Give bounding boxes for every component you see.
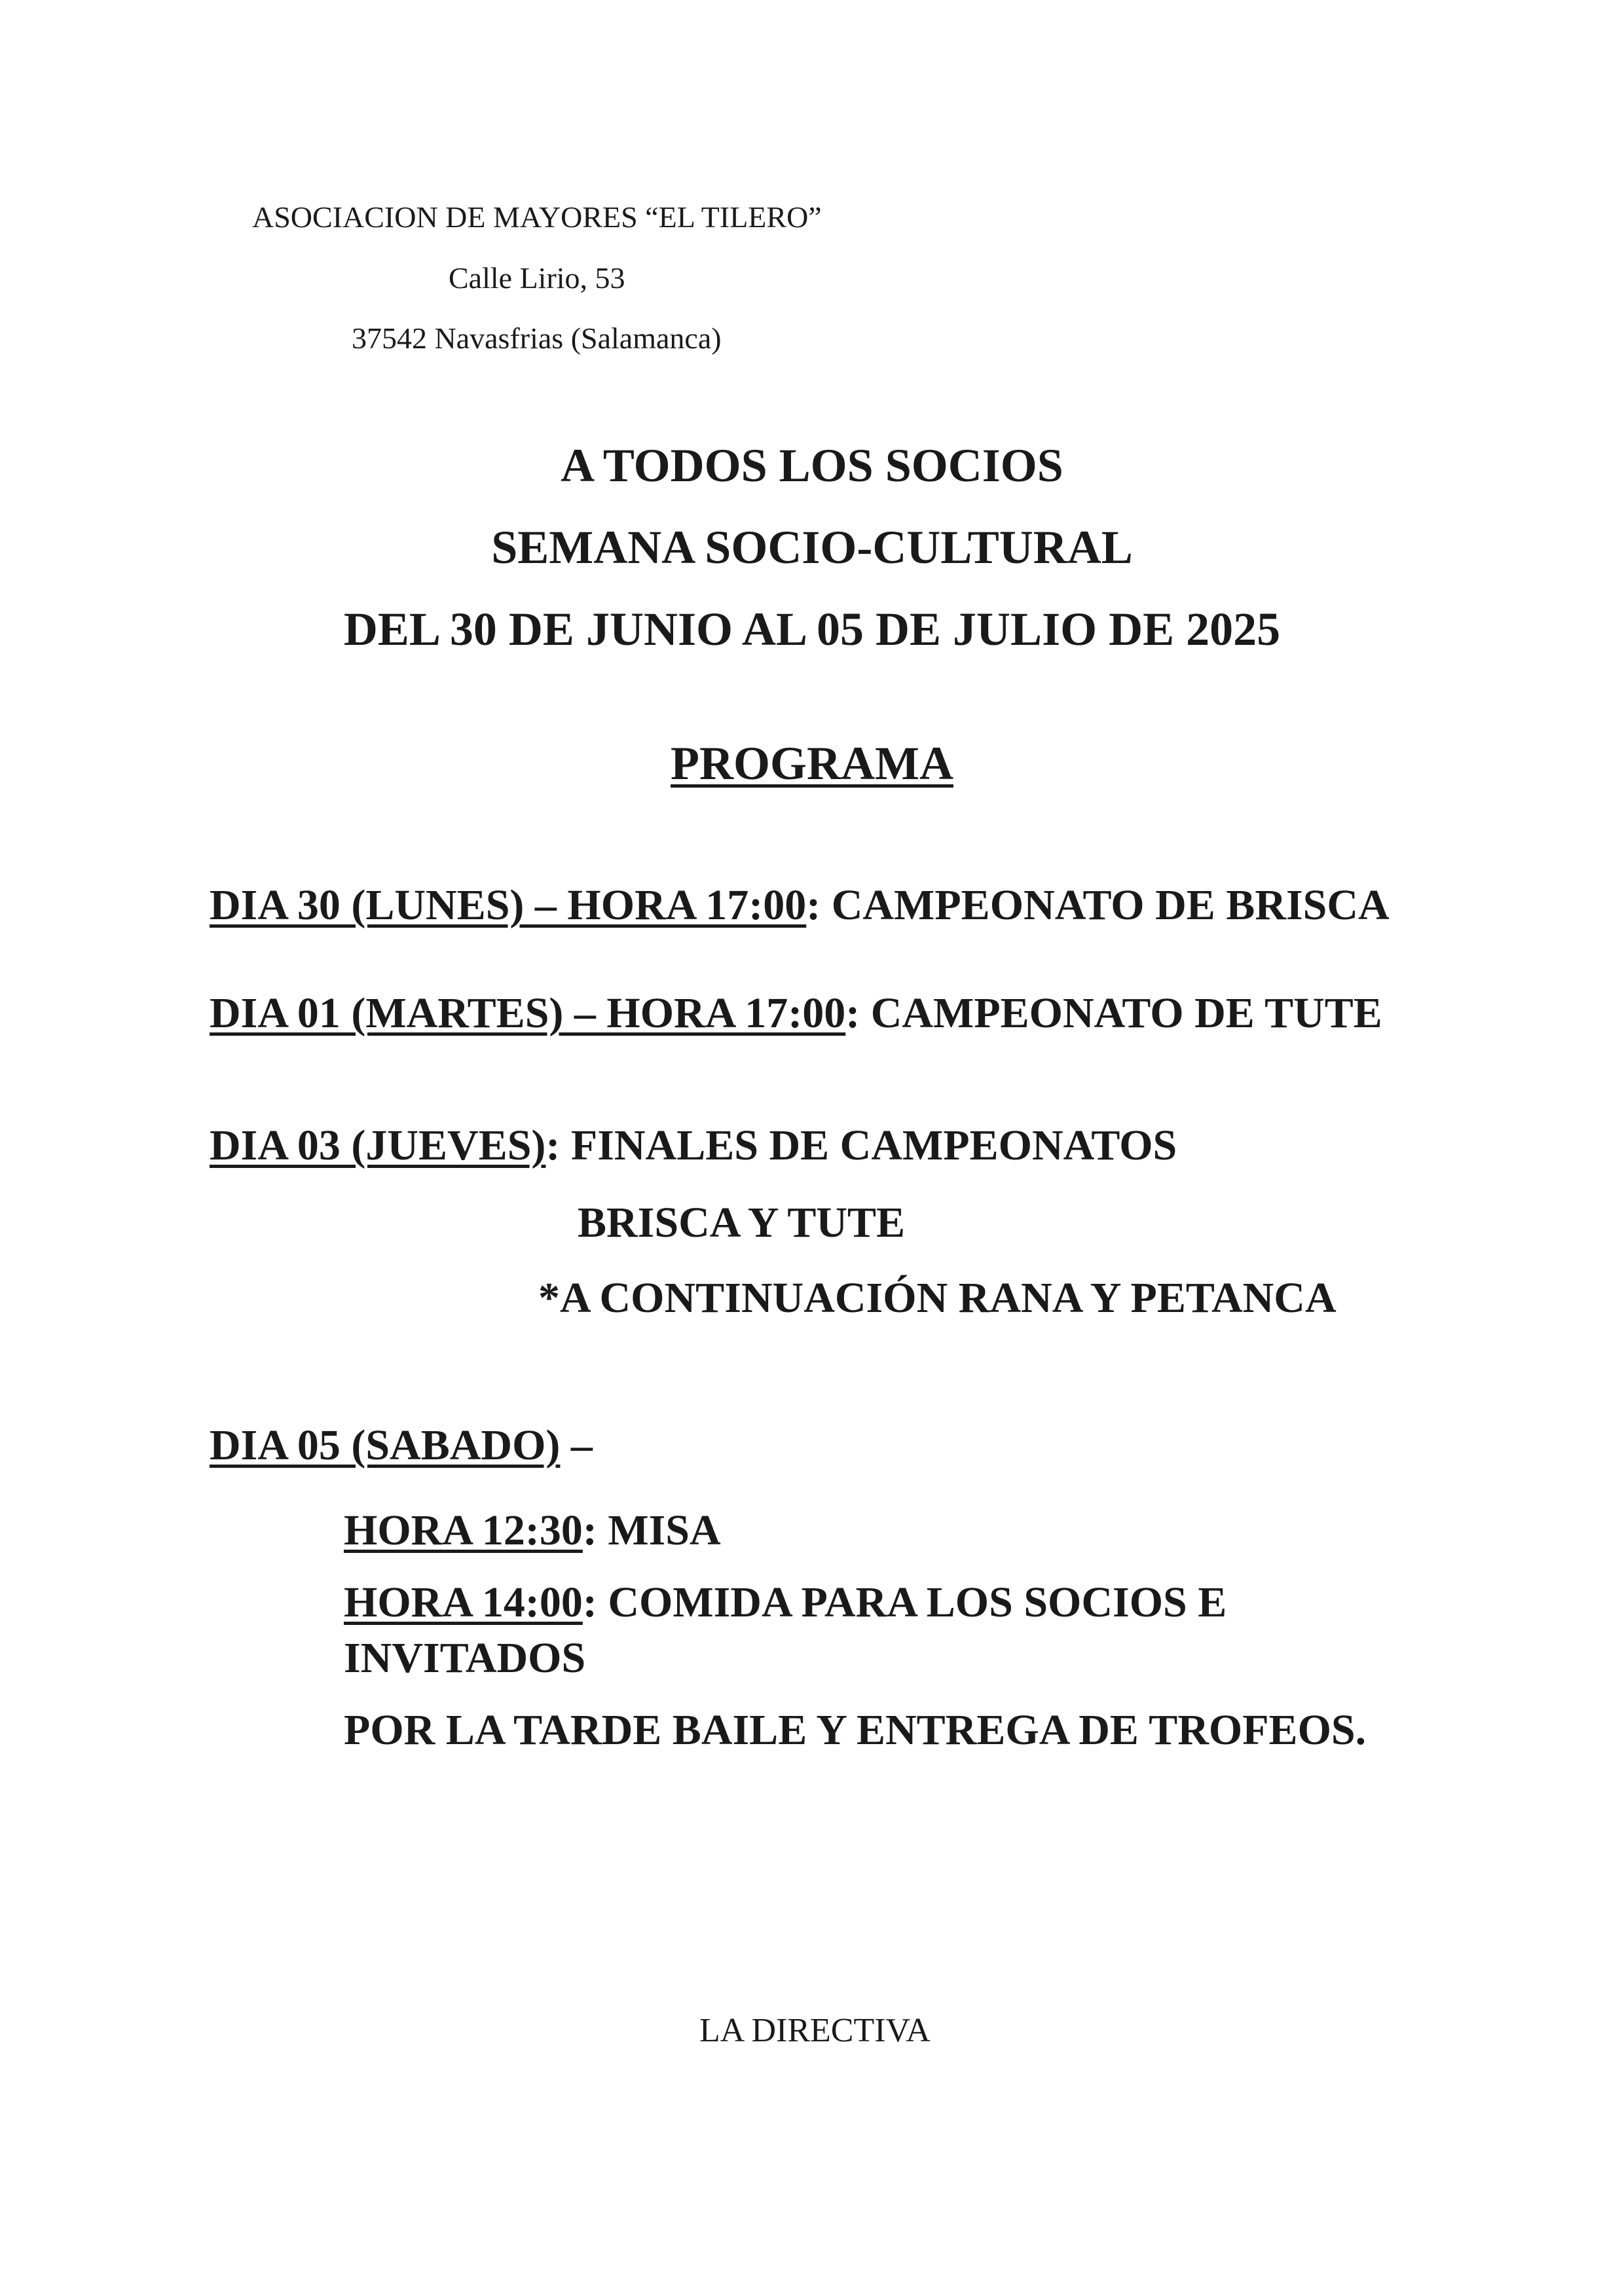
program-day05-item-meal	[344, 1578, 1227, 1628]
entry-what: CAMPEONATO DE BRISCA	[831, 881, 1390, 929]
program-day05-item-meal-cont: INVITADOS	[344, 1634, 586, 1682]
program-entry-day01	[210, 989, 1382, 1038]
item-text: MISA	[608, 1506, 721, 1554]
program-heading	[0, 737, 1624, 791]
entry-dash: –	[560, 1421, 593, 1469]
program-entry-day03-line3: *A CONTINUACIÓN RANA Y PETANCA	[538, 1274, 1337, 1322]
program-entry-day05	[210, 1421, 593, 1470]
signature: LA DIRECTIVA	[699, 2012, 931, 2049]
entry-when: DIA 30 (LUNES) – HORA 17:00	[210, 881, 807, 929]
program-day05-item-mass	[344, 1506, 721, 1556]
program-heading-text: PROGRAMA	[671, 737, 953, 790]
association-street: Calle Lirio, 53	[449, 261, 625, 295]
item-separator: :	[582, 1578, 608, 1626]
entry-when: DIA 05 (SABADO)	[210, 1421, 561, 1469]
entry-what: FINALES DE CAMPEONATOS	[570, 1121, 1177, 1169]
item-time: HORA 12:30	[344, 1506, 583, 1554]
title-line-3: DEL 30 DE JUNIO AL 05 DE JULIO DE 2025	[343, 603, 1281, 655]
entry-separator: :	[806, 881, 832, 929]
entry-separator: :	[845, 989, 871, 1037]
entry-when: DIA 01 (MARTES) – HORA 17:00	[210, 989, 846, 1037]
title-line-2: SEMANA SOCIO-CULTURAL	[491, 521, 1133, 574]
title-line-1: A TODOS LOS SOCIOS	[561, 439, 1063, 492]
program-entry-day03	[210, 1121, 1177, 1171]
entry-what: CAMPEONATO DE TUTE	[870, 989, 1382, 1037]
association-city: 37542 Navasfrias (Salamanca)	[352, 321, 722, 355]
association-name: ASOCIACION DE MAYORES “EL TILERO”	[252, 200, 822, 234]
program-entry-day03-line2: BRISCA Y TUTE	[578, 1199, 906, 1247]
item-time: HORA 14:00	[344, 1578, 583, 1626]
program-entry-day30	[210, 881, 1390, 930]
entry-separator: :	[545, 1121, 571, 1169]
program-day05-evening: POR LA TARDE BAILE Y ENTREGA DE TROFEOS.	[344, 1706, 1367, 1754]
entry-when: DIA 03 (JUEVES)	[210, 1121, 546, 1169]
item-text: COMIDA PARA LOS SOCIOS E	[608, 1578, 1227, 1626]
item-separator: :	[582, 1506, 608, 1554]
